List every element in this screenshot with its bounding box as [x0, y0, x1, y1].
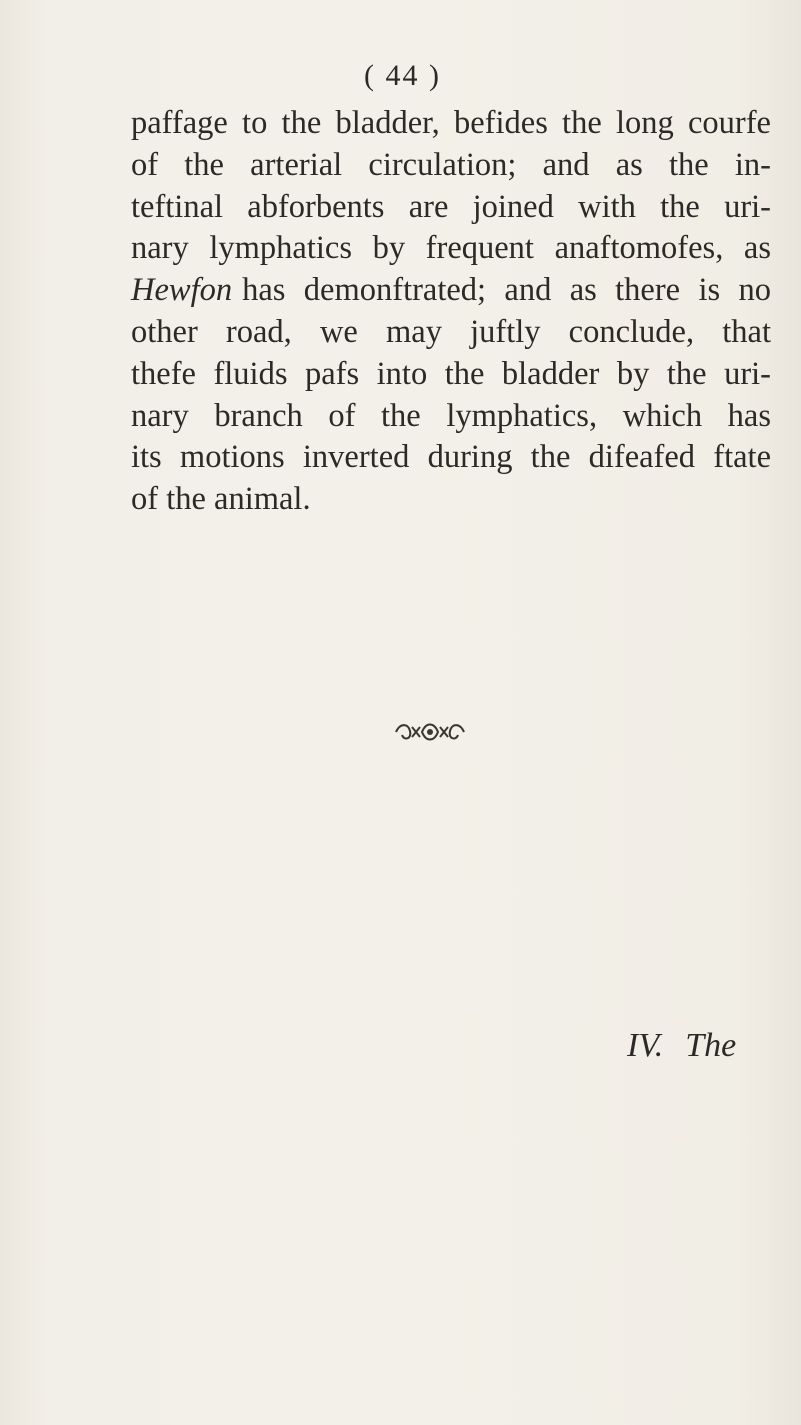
text-line-rest: has demonftrated; and as there is no	[242, 272, 771, 309]
text-line: of the arterial circulation; and as the in-	[131, 146, 771, 183]
text-line: nary branch of the lymphatics, which has	[131, 397, 771, 434]
catchword	[627, 1026, 736, 1066]
text-line: other road, we may juftly conclude, that	[131, 313, 771, 350]
author-name: Hewfon	[131, 272, 233, 309]
text-line: thefe fluids pafs into the bladder by the uri-	[131, 355, 771, 392]
text-line: paffage to the bladder, befides the long courfe	[131, 105, 771, 141]
text-line	[131, 270, 771, 312]
ornament-fleuron	[392, 719, 468, 745]
catchword-word: The	[685, 1027, 737, 1064]
text-line: of the animal.	[131, 481, 311, 518]
text-line: teftinal abforbents are joined with the uri-	[131, 188, 771, 225]
text-line: its motions inverted during the difeafed ftate	[131, 439, 771, 476]
page-number: ( 44 )	[364, 59, 441, 92]
text-line: nary lymphatics by frequent anaftomofes, as	[131, 230, 771, 267]
catchword-section: IV.	[627, 1027, 664, 1064]
body-paragraph	[131, 103, 771, 521]
